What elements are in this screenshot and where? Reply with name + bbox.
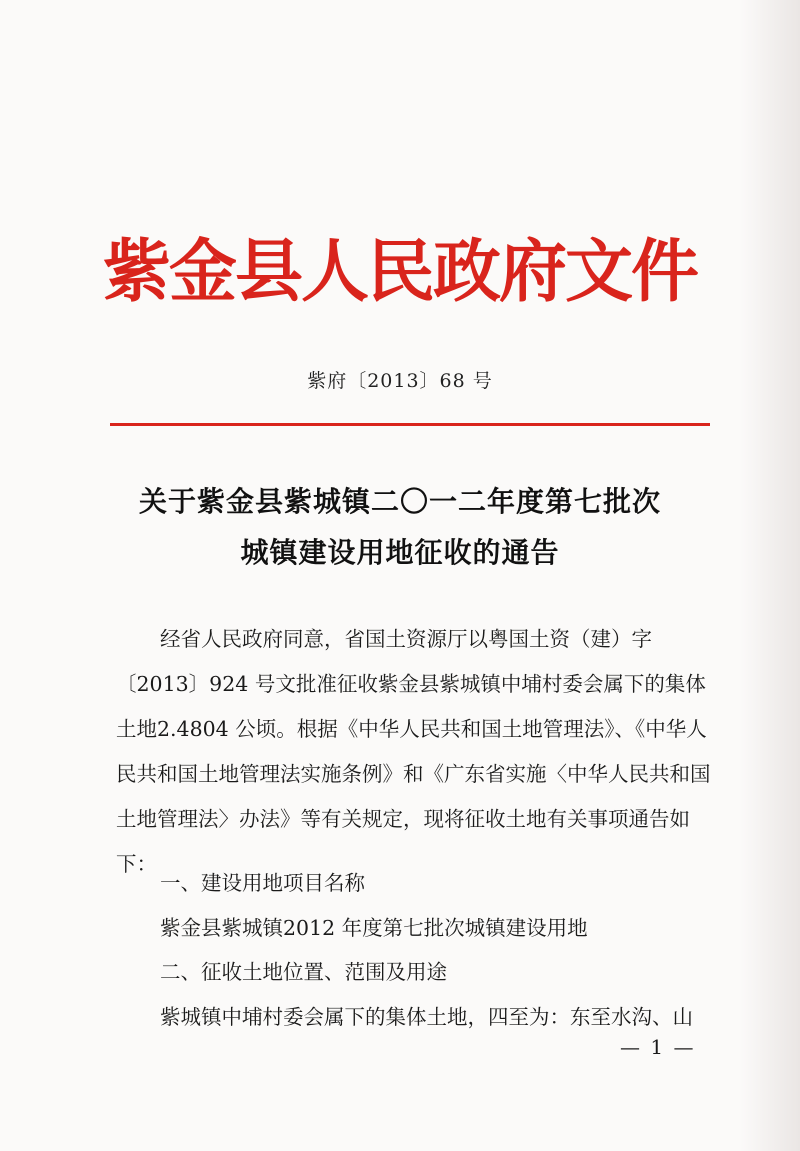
red-divider-line xyxy=(110,423,710,426)
page-number: — 1 — xyxy=(620,1035,696,1059)
document-number: 紫府〔2013〕68 号 xyxy=(307,370,493,392)
project-name: 紫金县紫城镇2012 年度第七批次城镇建设用地 xyxy=(160,916,588,940)
section-1-heading: 一、建设用地项目名称 xyxy=(160,871,365,895)
section-2-heading: 二、征收土地位置、范围及用途 xyxy=(160,960,447,984)
letterhead-title: 紫金县人民政府文件 xyxy=(102,232,697,312)
body-paragraph-3: 紫城镇中埔村委会属下的集体土地，四至为：东至水沟、山 xyxy=(160,1005,693,1029)
page-edge-shadow xyxy=(740,0,800,1151)
notice-title-line-2: 城镇建设用地征收的通告 xyxy=(240,536,560,569)
body-paragraph-1: 经省人民政府同意，省国土资源厅以粤国土资（建）字〔2013〕924 号文批准征收紫金县紫城镇中埔村委会属下的集体土地2.4804 公顷。根据《中华人民共和国土地管理法》、《中华人民共和国土地管理法实施条例》和《广东省实施〈中华人民共和国土地管理法〉办法》等有关规定，现将征收土地有关事项通告如下： xyxy=(116,627,711,876)
notice-title-line-1: 关于紫金县紫城镇二〇一二年度第七批次 xyxy=(138,485,661,518)
